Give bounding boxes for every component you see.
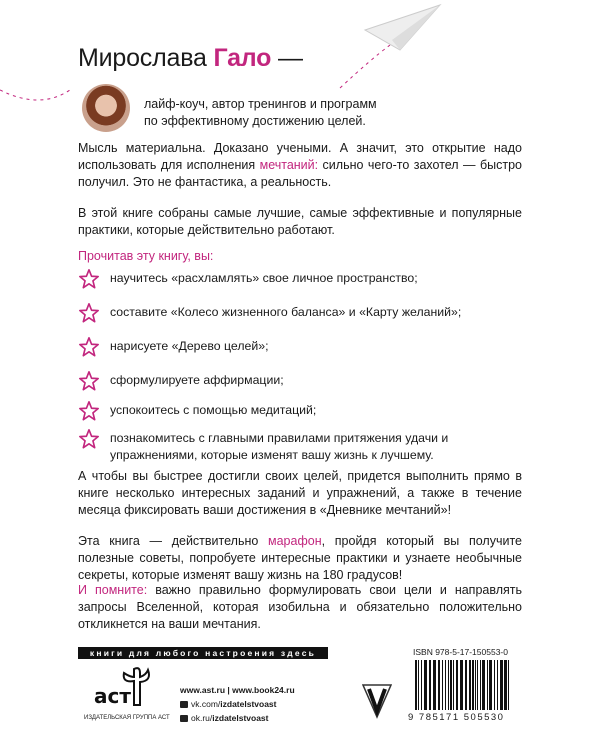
barcode-bar <box>438 660 440 710</box>
barcode-bar <box>433 660 436 710</box>
barcode <box>415 660 510 715</box>
publisher-caption: ИЗДАТЕЛЬСКАЯ ГРУППА АСТ <box>84 715 170 721</box>
list-item <box>78 270 522 287</box>
barcode-bar <box>475 660 476 710</box>
logo-text: аст <box>94 684 131 707</box>
list-item-text: познакомитесь с главными правилами притяжения удачи и упражнениями, которые изменят вашу жизнь к лучшему. <box>110 431 449 462</box>
text: важно правильно формулировать свои цели и направлять запросы Вселенной, которая изобильна и обязательно положительно откликнется на ваши мечтания. <box>78 583 523 631</box>
list-item-text: сформулируете аффирмации; <box>110 373 284 387</box>
ast-logo <box>92 667 152 707</box>
paragraph-practices: В этой книге собраны самые лучшие, самые эффективные и популярные практики, которые действительно работают. <box>78 206 522 237</box>
barcode-bar <box>418 660 419 710</box>
barcode-bar <box>465 660 467 710</box>
list-item <box>78 304 522 321</box>
bio-line: по эффективному достижению целей. <box>144 114 366 128</box>
star-icon <box>78 268 100 290</box>
list-item <box>78 402 522 419</box>
barcode-bar <box>456 660 458 710</box>
ok-prefix: ok.ru/ <box>191 713 213 723</box>
barcode-bar <box>482 660 485 710</box>
barcode-bar <box>442 660 443 710</box>
star-icon <box>78 370 100 392</box>
barcode-bar <box>480 660 481 710</box>
barcode-bar <box>448 660 449 710</box>
list-item <box>78 372 522 389</box>
author-bio <box>144 96 377 130</box>
author-first-name: Мирослава <box>78 44 207 72</box>
barcode-bar <box>460 660 463 710</box>
barcode-bar <box>450 660 452 710</box>
title-dash: — <box>277 44 303 72</box>
list-item-text: нарисуете «Дерево целей»; <box>110 339 269 353</box>
isbn: ISBN 978-5-17-150553-0 <box>413 647 508 657</box>
list-item-text: научитесь «расхламлять» свое личное пространство; <box>110 271 418 285</box>
vk-link[interactable] <box>180 697 295 711</box>
ok-link[interactable] <box>180 711 295 725</box>
barcode-bar <box>453 660 454 710</box>
author-avatar <box>82 84 130 132</box>
paragraph-intro <box>78 140 522 191</box>
star-icon <box>78 400 100 422</box>
accent-text: марафон <box>268 534 322 548</box>
star-icon <box>78 336 100 358</box>
barcode-bar <box>508 660 509 710</box>
barcode-bar <box>504 660 507 710</box>
text: Эта книга — действительно <box>78 534 269 548</box>
paper-plane-decoration <box>0 0 600 160</box>
vk-icon <box>180 701 188 708</box>
barcode-number: 9 785171 505530 <box>408 712 505 723</box>
list-item-text: успокоитесь с помощью медитаций; <box>110 403 317 417</box>
vk-name: izdatelstvoast <box>220 699 277 709</box>
barcode-bar <box>494 660 495 710</box>
accent-text: мечтаний: <box>259 158 319 172</box>
list-item <box>78 338 522 355</box>
vk-prefix: vk.com/ <box>191 699 221 709</box>
barcode-bar <box>489 660 492 710</box>
list-item <box>78 430 522 464</box>
publisher-links <box>180 683 295 725</box>
barcode-bar <box>421 660 422 710</box>
barcode-bar <box>477 660 478 710</box>
barcode-bar <box>497 660 498 710</box>
accent-text: И помните: <box>78 583 148 597</box>
text: сильно чего-то захотел — быстро получил. Это не фантастика, а реальность. <box>78 158 522 189</box>
paragraph-remember <box>78 582 522 633</box>
barcode-bar <box>487 660 488 710</box>
star-icon <box>78 302 100 324</box>
paragraph-tasks: А чтобы вы быстрее достигли своих целей, придется выполнить прямо в книге несколько интересных заданий и упражнений, а также в течение месяца фиксировать ваши достижения в «Дневнике мечтаний»! <box>78 469 522 517</box>
barcode-bar <box>472 660 474 710</box>
text: , пройдя который вы получите полезные советы, попробуете интересные практики и узнаете необычные секреты, которые изменят вашу жизнь на 180 градусов! <box>78 534 522 582</box>
text: Мысль материальна. Доказано учеными. А значит, это открытие надо использовать для исполнения <box>78 141 522 172</box>
v-mark-icon <box>362 683 392 719</box>
barcode-bar <box>500 660 503 710</box>
star-icon <box>78 428 100 450</box>
barcode-bar <box>424 660 427 710</box>
ok-icon <box>180 715 188 722</box>
barcode-bar <box>429 660 431 710</box>
ok-name: izdatelstvoast <box>212 713 269 723</box>
paragraph-marathon <box>78 533 522 584</box>
bio-line: лайф-коуч, автор тренингов и программ <box>144 97 377 111</box>
list-item-text: составите «Колесо жизненного баланса» и «Карту желаний»; <box>110 305 462 319</box>
tagline-strip: книги для любого настроения здесь <box>78 647 328 659</box>
website-links[interactable]: www.ast.ru | www.book24.ru <box>180 685 295 695</box>
barcode-bar <box>415 660 417 710</box>
list-heading: Прочитав эту книгу, вы: <box>78 249 214 263</box>
barcode-bar <box>469 660 471 710</box>
barcode-bar <box>445 660 446 710</box>
author-name <box>78 44 303 73</box>
author-last-name: Гало <box>213 44 272 72</box>
